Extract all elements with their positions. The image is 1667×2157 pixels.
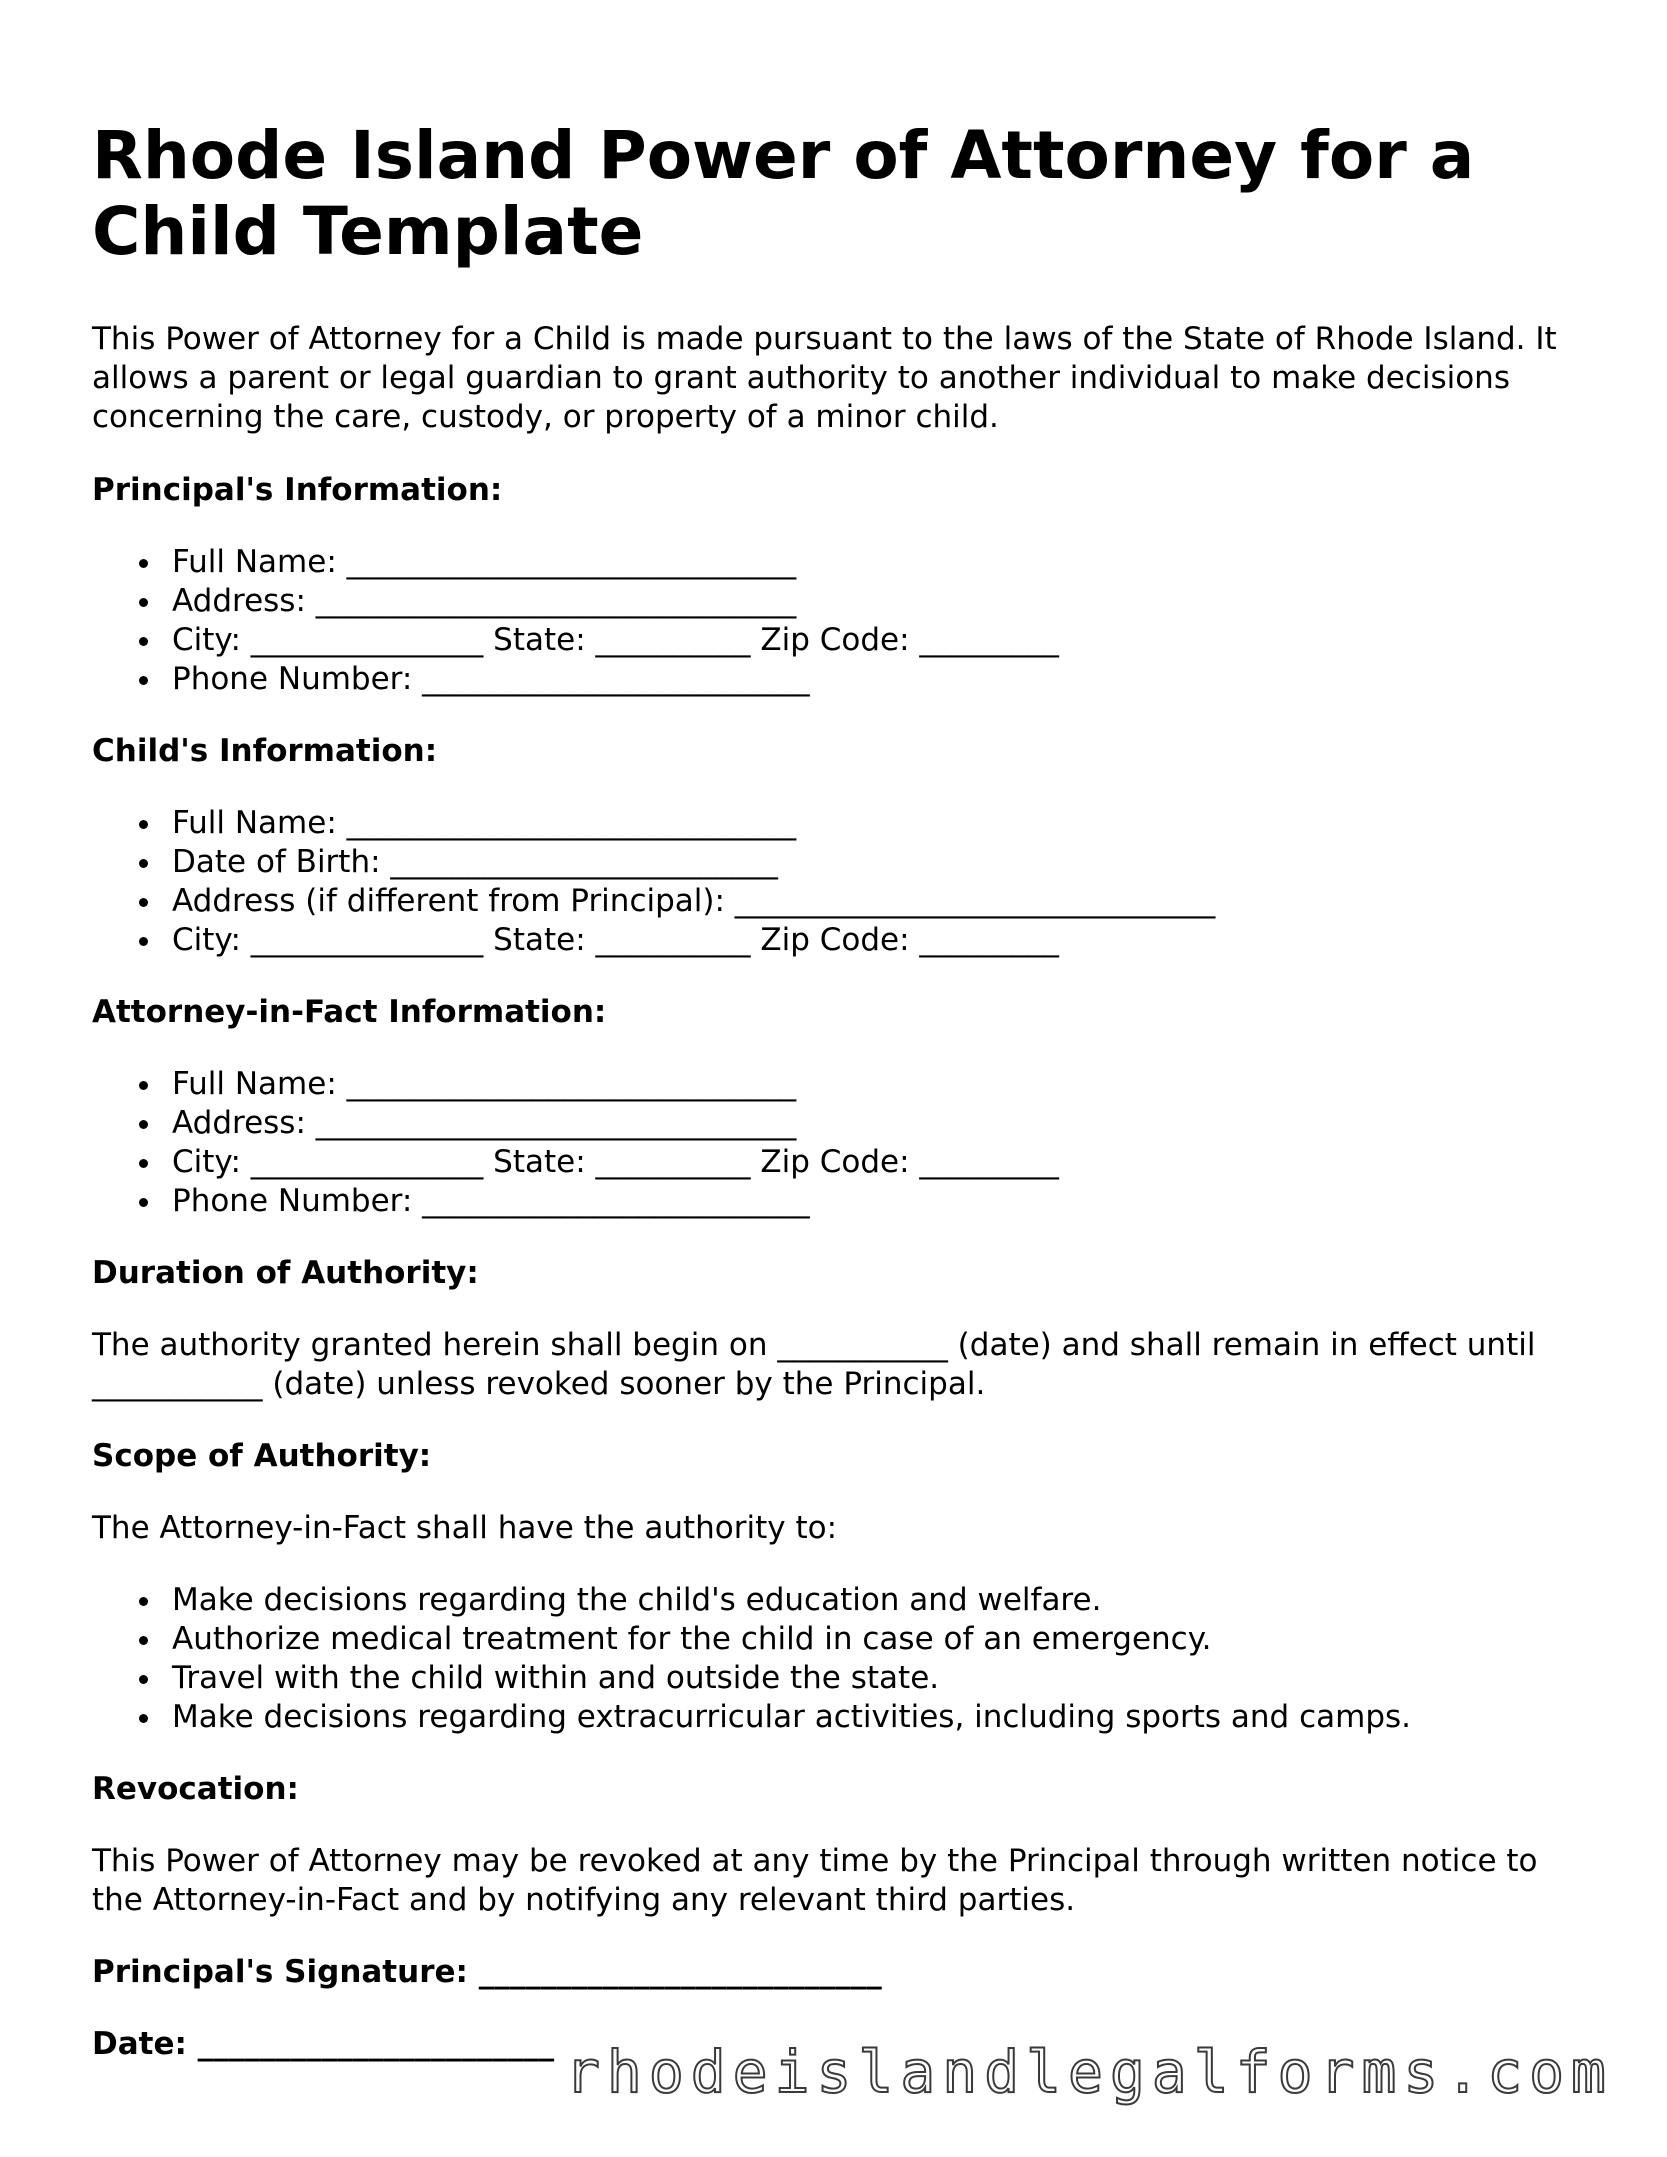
attorney-phone: Phone Number: _________________________ <box>172 1182 1592 1221</box>
revocation-paragraph: This Power of Attorney may be revoked at any time by the Principal through written notice to the Attorney-in-Fact and by notifying any relevant third parties. <box>92 1843 1538 1918</box>
principal-address: Address: _______________________________ <box>172 582 1592 621</box>
child-date-of-birth: Date of Birth: _________________________ <box>172 843 1592 882</box>
attorney-list <box>92 1065 1592 1221</box>
attorney-city-state-zip: City: _______________ State: __________ Zip Code: _________ <box>172 1143 1592 1182</box>
site-watermark: rhodeislandlegalforms.com <box>565 2038 1613 2106</box>
revocation-heading: Revocation: <box>92 1771 299 1807</box>
signature-date-line: Date: _______________________ <box>92 2026 555 2062</box>
document-title: Rhode Island Power of Attorney for a Child Template <box>92 117 1475 270</box>
scope-item: Travel with the child within and outside the state. <box>172 1659 1592 1698</box>
document-page <box>92 118 1592 2097</box>
intro-paragraph: This Power of Attorney for a Child is made pursuant to the laws of the State of Rhode Island. It allows a parent or legal guardian to grant authority to another individual to make decisions concerning the care, custody, or property of a minor child. <box>92 321 1557 435</box>
principal-heading: Principal's Information: <box>92 472 503 508</box>
attorney-full-name: Full Name: _____________________________ <box>172 1065 1592 1104</box>
duration-heading: Duration of Authority: <box>92 1255 479 1291</box>
child-address: Address (if different from Principal): _______________________________ <box>172 882 1592 921</box>
scope-paragraph: The Attorney-in-Fact shall have the authority to: <box>92 1510 838 1546</box>
duration-paragraph: The authority granted herein shall begin on ___________ (date) and shall remain in effect until ___________ (date) unless revoked sooner by the Principal. <box>92 1327 1536 1402</box>
child-city-state-zip: City: _______________ State: __________ Zip Code: _________ <box>172 921 1592 960</box>
child-heading: Child's Information: <box>92 733 438 769</box>
attorney-address: Address: _______________________________ <box>172 1104 1592 1143</box>
scope-heading: Scope of Authority: <box>92 1438 432 1474</box>
scope-item: Make decisions regarding extracurricular activities, including sports and camps. <box>172 1698 1592 1737</box>
principal-phone: Phone Number: _________________________ <box>172 660 1592 699</box>
child-full-name: Full Name: _____________________________ <box>172 804 1592 843</box>
scope-item: Authorize medical treatment for the child in case of an emergency. <box>172 1620 1592 1659</box>
principal-list <box>92 543 1592 699</box>
principal-signature-line: Principal's Signature: __________________________ <box>92 1954 882 1990</box>
principal-city-state-zip: City: _______________ State: __________ Zip Code: _________ <box>172 621 1592 660</box>
attorney-heading: Attorney-in-Fact Information: <box>92 994 607 1030</box>
scope-list <box>92 1581 1592 1737</box>
child-list <box>92 804 1592 960</box>
principal-full-name: Full Name: _____________________________ <box>172 543 1592 582</box>
scope-item: Make decisions regarding the child's education and welfare. <box>172 1581 1592 1620</box>
